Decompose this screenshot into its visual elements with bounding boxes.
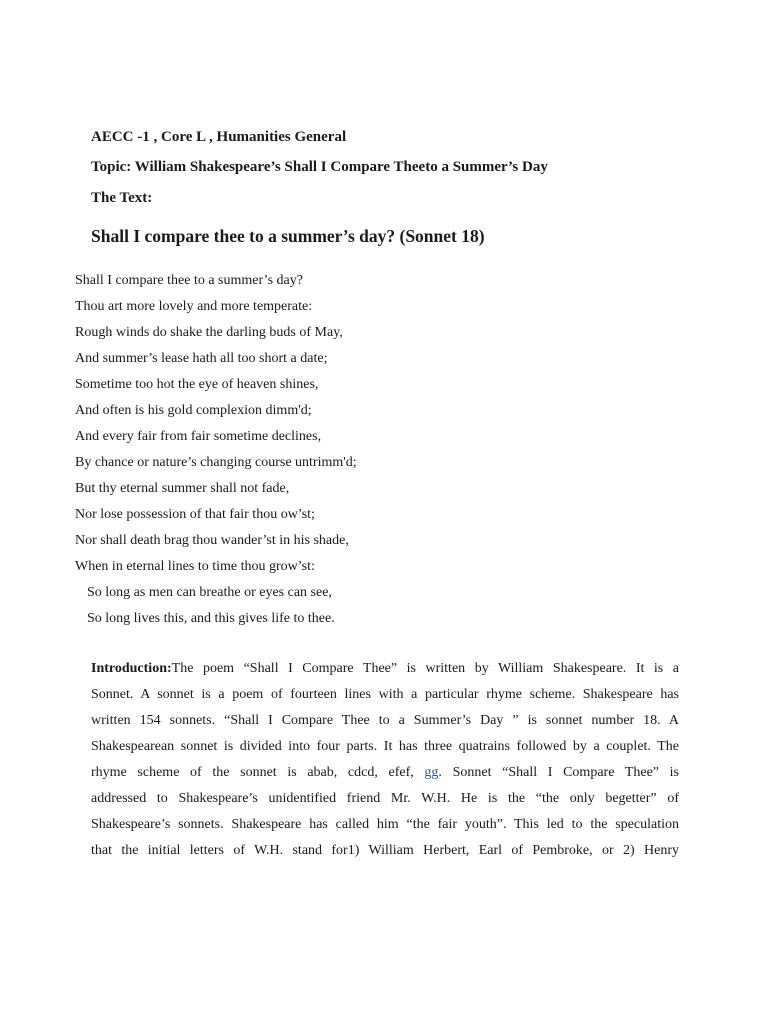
intro-line — [91, 760, 679, 786]
text-label-heading: The Text: — [91, 190, 153, 206]
poem-line: Nor lose possession of that fair thou ow’st; — [75, 507, 315, 522]
intro-line: addressed to Shakespeare’s unidentified friend Mr. W.H. He is the “the only begetter” of — [91, 791, 679, 806]
poem-line: Nor shall death brag thou wander’st in his shade, — [75, 533, 349, 548]
poem-line: And summer’s lease hath all too short a date; — [75, 351, 328, 366]
poem-text — [75, 268, 357, 632]
poem-couplet-line: So long as men can breathe or eyes can see, — [87, 585, 332, 600]
topic-heading: Topic: William Shakespeare’s Shall I Compare Theeto a Summer’s Day — [91, 159, 548, 175]
intro-line-text: . Sonnet “Shall I Compare Thee” is — [438, 765, 679, 780]
poem-couplet-line: So long lives this, and this gives life to thee. — [87, 611, 335, 626]
poem-line: Rough winds do shake the darling buds of May, — [75, 325, 343, 340]
course-heading: AECC -1 , Core L , Humanities General — [91, 129, 347, 145]
intro-line — [91, 656, 679, 682]
intro-line-text: The poem “Shall I Compare Thee” is written by William Shakespeare. It is a — [171, 661, 679, 676]
intro-line: Shakespeare’s sonnets. Shakespeare has called him “the fair youth”. This led to the speculation — [91, 817, 679, 832]
intro-line: that the initial letters of W.H. stand for1) William Herbert, Earl of Pembroke, or 2) Henry — [91, 843, 679, 858]
intro-line: Shakespearean sonnet is divided into four parts. It has three quatrains followed by a couplet. The — [91, 739, 679, 754]
poem-line: Thou art more lovely and more temperate: — [75, 299, 313, 314]
intro-line: Sonnet. A sonnet is a poem of fourteen lines with a particular rhyme scheme. Shakespeare has — [91, 687, 679, 702]
poem-line: And often is his gold complexion dimm'd; — [75, 403, 312, 418]
introduction-label: Introduction: — [91, 661, 172, 676]
introduction-paragraph — [91, 656, 679, 864]
poem-line: But thy eternal summer shall not fade, — [75, 481, 290, 496]
poem-line: Sometime too hot the eye of heaven shines, — [75, 377, 319, 392]
poem-title: Shall I compare thee to a summer’s day? (Sonnet 18) — [91, 226, 485, 246]
poem-line: Shall I compare thee to a summer’s day? — [75, 273, 303, 288]
intro-line: written 154 sonnets. “Shall I Compare Thee to a Summer’s Day ” is sonnet number 18. A — [91, 713, 679, 728]
poem-line: When in eternal lines to time thou grow’st: — [75, 559, 315, 574]
intro-line-text: rhyme scheme of the sonnet is abab, cdcd, efef, — [91, 765, 425, 780]
poem-line: And every fair from fair sometime declines, — [75, 429, 322, 444]
poem-line: By chance or nature’s changing course untrimm'd; — [75, 455, 357, 470]
rhyme-gg-text: gg — [424, 765, 439, 780]
